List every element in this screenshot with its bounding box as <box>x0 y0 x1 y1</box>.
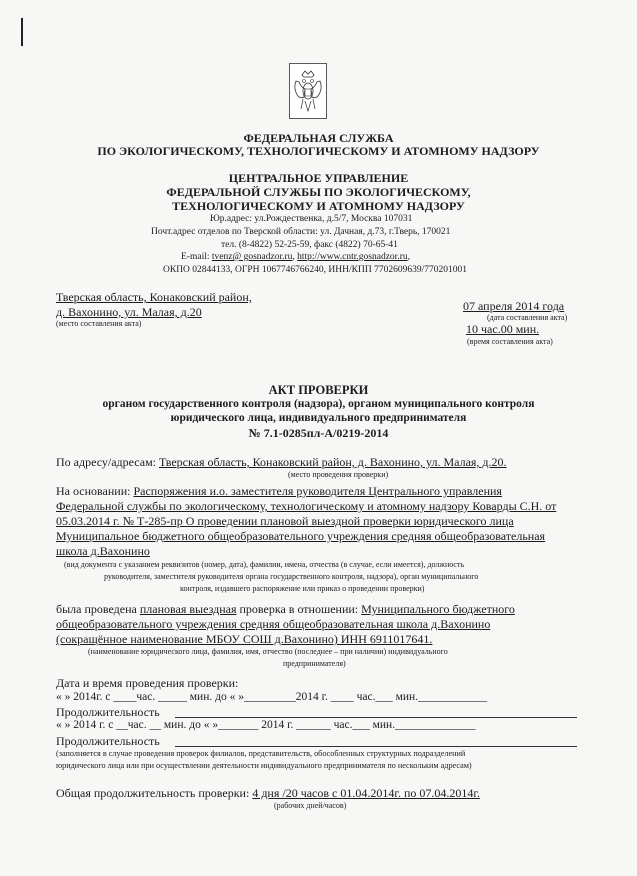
email-prefix: E-mail: <box>181 252 212 262</box>
inspected-entity-2: общеобразовательного учреждения средняя общеобразовательная школа д.Вахонино <box>56 617 491 631</box>
inspection-type: плановая выездная <box>139 602 237 616</box>
act-date-caption: (дата составления акта) <box>487 313 568 322</box>
total-duration-caption: (рабочих дней/часов) <box>274 801 347 810</box>
act-number: № 7.1-0285пл-А/0219-2014 <box>248 426 389 440</box>
basis-line1 <box>56 484 502 499</box>
postal-address: Почт.адрес отделов по Тверской области: ул. Дачная, д.73, г.Тверь, 170021 <box>151 227 451 237</box>
agency-name-line1: ФЕДЕРАЛЬНАЯ СЛУЖБА <box>243 131 394 145</box>
act-subtitle-line2: юридического лица, индивидуального предпринимателя <box>170 412 467 424</box>
contact-line <box>181 252 410 262</box>
schedule-row-2: « » 2014 г. с __час. __ мин. до « »_______ 2014 г. ______ час.___ мин.______________ <box>56 719 476 731</box>
duration-underline-1 <box>175 717 577 718</box>
inspected-entity-1: Муниципального бюджетного <box>361 602 515 616</box>
email-sep: , <box>292 252 298 262</box>
place-line2: д. Вахонино, ул. Малая, д.20 <box>56 305 202 319</box>
entity-caption-1: (наименование юридического лица, фамилия, имя, отчество (последнее – при наличии) индивидуального <box>88 647 448 656</box>
total-duration-value: 4 дня /20 часов с 01.04.2014г. по 07.04.2014г. <box>252 786 480 800</box>
basis-text-3: 05.03.2014 г. № Т-285-пр О проведении плановой выездной проверки юридического лица <box>56 514 514 528</box>
agency-name-line2: ПО ЭКОЛОГИЧЕСКОМУ, ТЕХНОЛОГИЧЕСКОМУ И АТОМНОМУ НАДЗОРУ <box>97 144 540 158</box>
inspection-address-value: Тверская область, Конаковский район, д. Вахонино, ул. Малая, д.20. <box>159 455 507 469</box>
office-name-line1: ЦЕНТРАЛЬНОЕ УПРАВЛЕНИЕ <box>228 171 409 185</box>
margin-mark <box>21 18 23 46</box>
phone-fax: тел. (8-4822) 52-25-59, факс (4822) 70-65-41 <box>221 240 398 250</box>
legal-address: Юр.адрес: ул.Рождественка, д.5/7, Москва 107031 <box>210 214 413 224</box>
duration-label-2: Продолжительность <box>56 734 160 748</box>
dates-label: Дата и время проведения проверки: <box>56 676 239 690</box>
act-date: 07 апреля 2014 года <box>463 299 565 313</box>
duration-label-1: Продолжительность <box>56 705 160 719</box>
place-line1: Тверская область, Конаковский район, <box>56 290 252 304</box>
office-name-line3: ТЕХНОЛОГИЧЕСКОМУ И АТОМНОМУ НАДЗОРУ <box>172 199 465 213</box>
okpo-ogrn-inn: ОКПО 02844133, ОГРН 1067746766240, ИНН/КПП 7702609639/770201001 <box>163 265 467 275</box>
basis-caption-1: (вид документа с указанием реквизитов (номер, дата), фамилии, имена, отчества (в случае, если имеется), должность <box>64 560 465 569</box>
inspection-address-caption: (место проведения проверки) <box>288 470 389 479</box>
schedule-note-1: (заполняется в случае проведения проверок филиалов, представительств, обособленных структурных подразделений <box>56 749 466 758</box>
schedule-row-1: « » 2014г. с ____час. _____ мин. до « »_________2014 г. ____ час.___ мин.____________ <box>56 691 488 703</box>
act-time-caption: (время составления акта) <box>467 337 553 346</box>
website-link[interactable]: http://www.cntr.gosnadzor.ru <box>297 252 408 262</box>
basis-caption-2: руководителя, заместителя руководителя органа государственного контроля, надзора), орган муниципального <box>104 572 479 581</box>
inspection-middle: проверка в отношении: <box>236 602 362 616</box>
total-duration-label: Общая продолжительность проверки: <box>56 786 253 800</box>
inspection-line1 <box>56 602 515 617</box>
entity-caption-2: предпринимателя) <box>283 659 346 668</box>
duration-underline-2 <box>175 746 577 747</box>
basis-text-5: школа д.Вахонино <box>56 544 150 558</box>
inspection-address <box>56 455 507 470</box>
coat-of-arms-emblem <box>289 63 327 119</box>
inspection-address-label: По адресу/адресам: <box>56 455 160 469</box>
office-name-line2: ФЕДЕРАЛЬНОЙ СЛУЖБЫ ПО ЭКОЛОГИЧЕСКОМУ, <box>166 185 471 199</box>
website-suffix: , <box>407 252 410 262</box>
inspection-prefix: была проведена <box>56 602 140 616</box>
basis-text-4: Муниципальное бюджетного общеобразовательного учреждения средняя общеобразовательная <box>56 529 546 543</box>
act-time: 10 час.00 мин. <box>466 322 540 336</box>
basis-text-2: Федеральной службы по экологическому, технологическому и атомному надзору Коварды С.Н. от <box>56 499 557 513</box>
place-caption: (место составления акта) <box>56 319 142 328</box>
act-title: АКТ ПРОВЕРКИ <box>268 383 369 397</box>
act-subtitle-line1: органом государственного контроля (надзора), органом муниципального контроля <box>102 398 535 410</box>
inspected-entity-3: (сокращённое наименование МБОУ СОШ д.Вахонино) ИНН 6911017641. <box>56 632 433 646</box>
basis-text-1: Распоряжения и.о. заместителя руководителя Центрального управления <box>133 484 502 498</box>
basis-label: На основании: <box>56 484 134 498</box>
email-link[interactable]: tvenz@ gosnadzor.ru <box>211 252 293 262</box>
total-duration <box>56 786 480 801</box>
schedule-note-2: юридического лица или при осуществлении деятельности индивидуального предпринимателя по нескольким адресам) <box>56 761 472 770</box>
basis-caption-3: контроля, издавшего распоряжение или приказ о проведении проверки) <box>180 584 425 593</box>
